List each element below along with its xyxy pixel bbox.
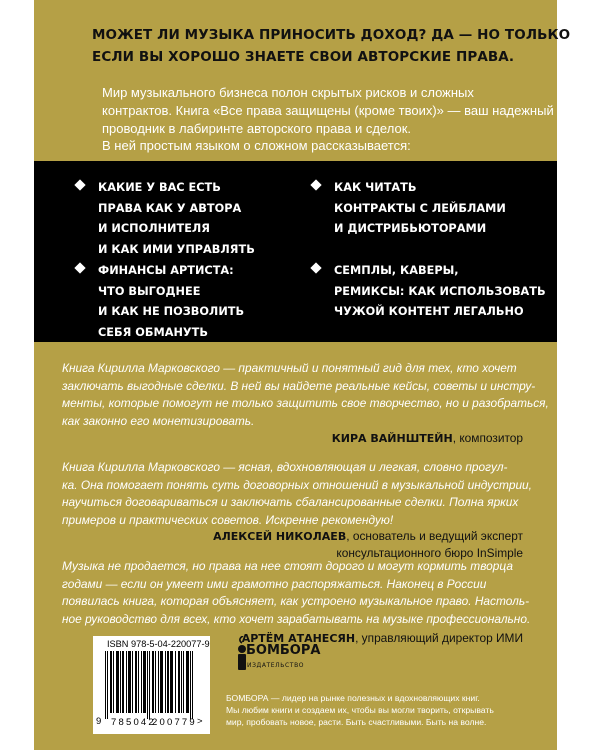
barcode-digit: 9: [96, 716, 102, 727]
barcode: [93, 636, 210, 734]
author-role: , композитор: [452, 431, 523, 445]
topics-box: [34, 161, 557, 342]
review-line: Книга Кирилла Марковского — практичный и понятный гид для тех, кто хочет: [62, 361, 517, 375]
topic-line: И КАК НЕ ПОЗВОЛИТЬ: [98, 305, 245, 319]
publisher-blurb: [226, 692, 546, 729]
topic-line: И КАК ИМИ УПРАВЛЯТЬ: [98, 242, 255, 256]
author-role: , основатель и ведущий эксперт: [346, 529, 523, 543]
barcode-digits-right: 200779: [152, 717, 197, 728]
review-line: как законно его монетизировать.: [62, 413, 255, 428]
author-name: КИРА ВАЙНШТЕЙН: [331, 432, 453, 445]
topic-rights: [98, 178, 255, 260]
review-line: Музыка не продается, но права на нее стоят дорого и могут кормить творца: [62, 559, 513, 573]
diamond-bullet-icon: [310, 179, 321, 190]
topic-line: КАК ЧИТАТЬ: [334, 181, 417, 194]
review-line: появилась книга, которая объясняет, как устроено музыкальное право. Настоль-: [62, 594, 530, 609]
topic-line: ЧУЖОЙ КОНТЕНТ ЛЕГАЛЬНО: [334, 305, 524, 319]
barcode-digit-end: >: [197, 716, 203, 727]
review-text: [62, 360, 549, 430]
topic-line: СЕБЯ ОБМАНУТЬ: [98, 325, 208, 339]
review-line: заключать выгодные сделки. В ней вы найдете реальные кейсы, советы и инстру-: [62, 378, 536, 393]
publisher-blurb-line: Мы любим книги и создаем их, чтобы вы могли творить, открывать: [226, 705, 494, 716]
topic-line: ЧТО ВЫГОДНЕЕ: [98, 284, 201, 298]
topic-line: СЕМПЛЫ, КАВЕРЫ,: [334, 264, 459, 277]
topic-line: КАКИЕ У ВАС ЕСТЬ: [98, 181, 221, 194]
review-text: [62, 558, 532, 628]
review-line: ка. Она помогает понять суть договорных отношений в музыкальной индустрии,: [62, 477, 532, 492]
topic-line: РЕМИКСЫ: КАК ИСПОЛЬЗОВАТЬ: [334, 284, 546, 298]
topic-samples: [334, 261, 546, 323]
author-role: , управляющий директор ИМИ: [355, 631, 523, 645]
headline-line: ЕСЛИ ВЫ ХОРОШО ЗНАЕТЕ СВОИ АВТОРСКИЕ ПРАВА.: [92, 49, 515, 65]
topic-line: ФИНАНСЫ АРТИСТА:: [98, 264, 234, 277]
headline-line: МОЖЕТ ЛИ МУЗЫКА ПРИНОСИТЬ ДОХОД? ДА — НО ТОЛЬКО: [92, 27, 571, 43]
diamond-bullet-icon: [310, 262, 321, 273]
review-author: [332, 430, 523, 447]
author-role: консультационного бюро InSimple: [336, 546, 523, 560]
publisher-tagline: ИЗДАТЕЛЬСТВО: [247, 662, 305, 669]
publisher-blurb-line: мир, пробовать новое, расти. Быть счастливыми. Быть на волне.: [226, 717, 487, 728]
review-text: [62, 459, 532, 529]
intro-line: проводник в лабиринте авторского права и сделок.: [102, 120, 411, 136]
headline: [92, 24, 571, 68]
diamond-bullet-icon: [74, 262, 85, 273]
barcode-digits-left: 785042: [111, 717, 156, 728]
intro-line: В ней простым языком о сложном рассказывается:: [102, 138, 411, 154]
review-line: Книга Кирилла Марковского — ясная, вдохновляющая и легкая, словно прогул-: [62, 460, 508, 474]
review-line: примеров и практических советов. Искренне рекомендую!: [62, 512, 394, 527]
intro-line: Мир музыкального бизнеса полон скрытых рисков и сложных: [102, 85, 474, 100]
diamond-bullet-icon: [74, 179, 85, 190]
review-author: [213, 528, 523, 562]
topic-line: КОНТРАКТЫ С ЛЕЙБЛАМИ: [334, 201, 506, 215]
author-name: АРТЁМ АТАНЕСЯН: [241, 632, 356, 645]
topic-line: И ИСПОЛНИТЕЛЯ: [98, 222, 210, 236]
review-line: научиться договариваться и заключать сбалансированные сделки. Полна ярких: [62, 495, 519, 510]
topic-contracts: [334, 178, 506, 240]
intro-paragraph: [102, 84, 554, 155]
review-line: годами — если он умеет ими грамотно распоряжаться. Наконец в России: [62, 576, 487, 591]
review-line: ное руководство для всех, кто хочет зарабатывать на музыке профессионально.: [62, 611, 531, 626]
author-name: АЛЕКСЕЙ НИКОЛАЕВ: [213, 530, 347, 543]
intro-line: контрактов. Книга «Все права защищены (кроме твоих)» — ваш надежный: [102, 102, 554, 118]
topic-line: И ДИСТРИБЬЮТОРАМИ: [334, 222, 487, 236]
topic-finances: [98, 261, 244, 343]
isbn-label: ISBN 978-5-04-220077-9: [107, 639, 210, 649]
publisher-name: БОМБОРА: [246, 643, 321, 658]
publisher-blurb-line: БОМБОРА — лидер на рынке полезных и вдохновляющих книг.: [226, 693, 480, 703]
review-line: менты, которые помогут не только защитить свое творчество, но и разобраться,: [62, 396, 549, 411]
topic-line: ПРАВА КАК У АВТОРА: [98, 201, 242, 215]
